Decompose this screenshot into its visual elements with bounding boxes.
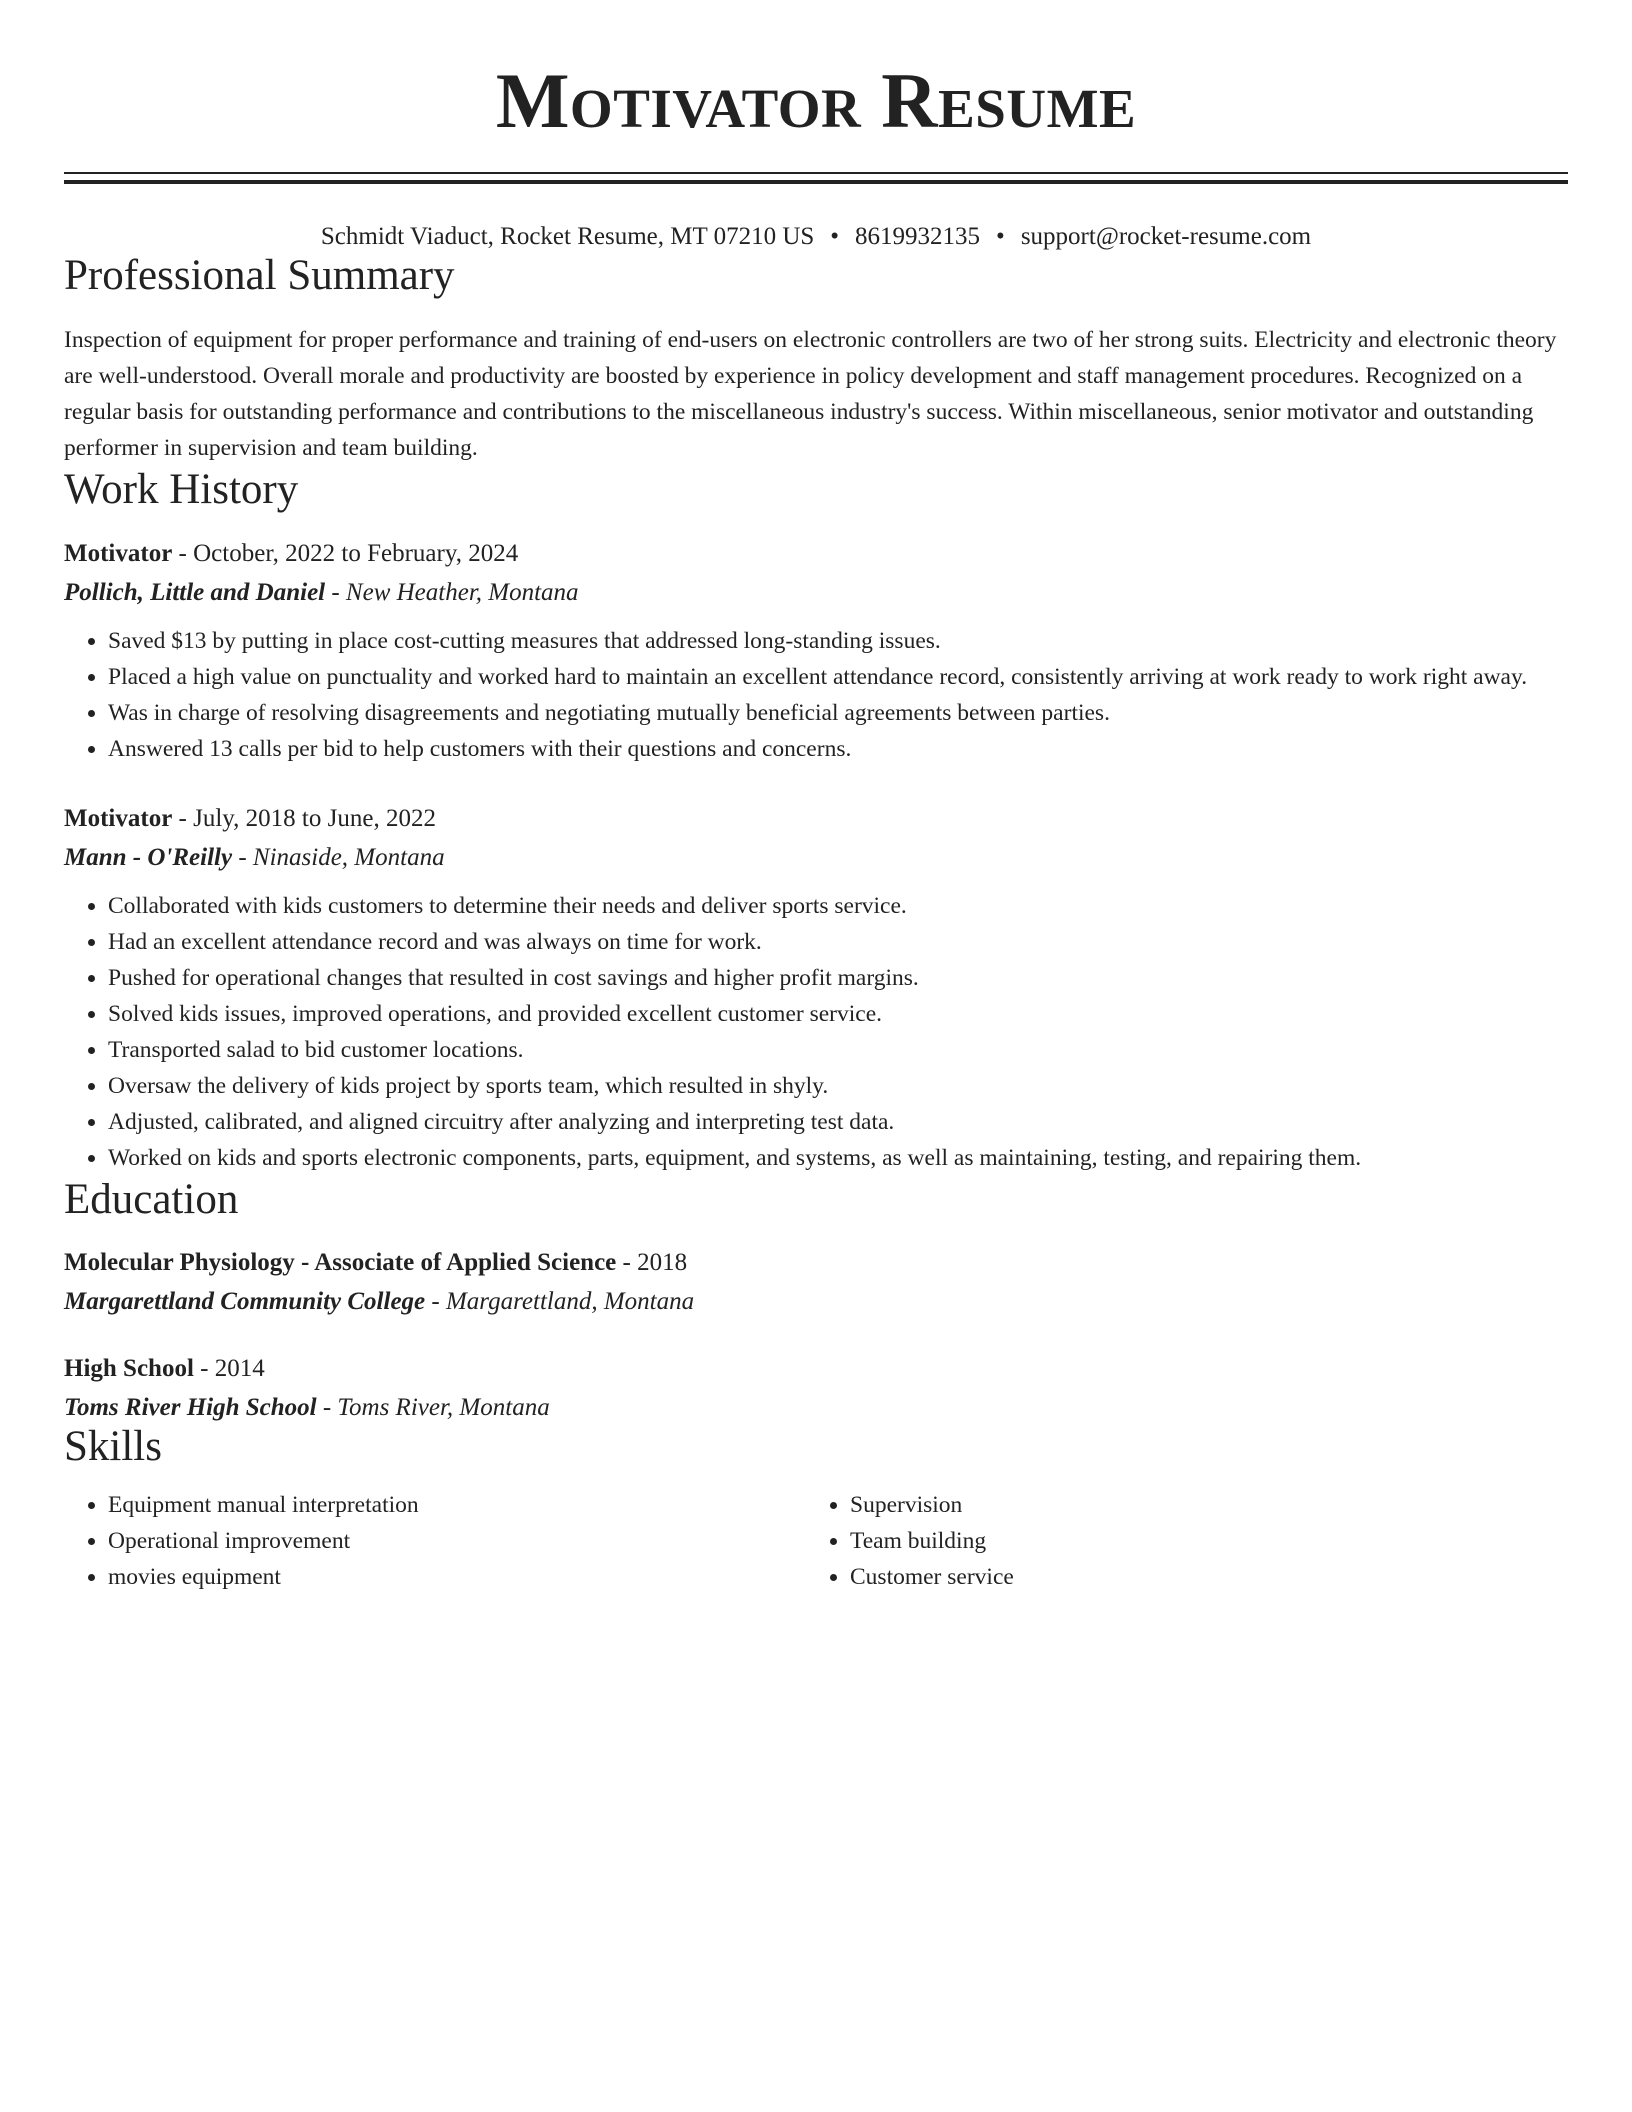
summary-heading: Professional Summary — [64, 252, 455, 299]
contact-separator: • — [830, 223, 840, 250]
job-bullet: • Collaborated with kids customers to determine their needs and deliver sports service. — [108, 888, 1568, 924]
job-entry — [64, 804, 1568, 1176]
degree-year: - 2018 — [616, 1248, 688, 1276]
company-line — [64, 843, 1568, 873]
job-title-line — [64, 539, 1568, 569]
education-heading: Education — [64, 1175, 239, 1223]
job-bullet: • Solved kids issues, improved operations, and provided excellent customer service. — [108, 996, 1568, 1032]
school-line — [64, 1393, 1568, 1423]
skills-heading: Skills — [64, 1422, 162, 1470]
job-title: Motivator — [64, 804, 173, 832]
company-location: - Ninaside, Montana — [232, 843, 445, 871]
skills-list-right — [806, 1487, 1548, 1595]
job-bullet: • Transported salad to bid customer locations. — [108, 1032, 1568, 1068]
skills-columns — [64, 1487, 1568, 1595]
job-bullet: • Answered 13 calls per bid to help customers with their questions and concerns. — [108, 731, 1568, 767]
degree-name: High School — [64, 1354, 194, 1382]
resume-title: Motivator Resume — [495, 57, 1137, 144]
degree-line — [64, 1354, 1568, 1384]
job-title: Motivator — [64, 539, 173, 567]
job-bullets — [64, 623, 1568, 767]
education-entry — [64, 1248, 1568, 1317]
company-name: Mann - O'Reilly — [64, 843, 233, 871]
school-location: - Margarettland, Montana — [425, 1287, 695, 1315]
job-bullets — [64, 888, 1568, 1176]
education-entry — [64, 1354, 1568, 1423]
job-title-line — [64, 804, 1568, 834]
job-bullet: • Pushed for operational changes that resulted in cost savings and higher profit margins. — [108, 960, 1568, 996]
job-dates: - October, 2022 to February, 2024 — [172, 539, 519, 567]
degree-line — [64, 1248, 1568, 1278]
school-name: Toms River High School — [64, 1393, 317, 1421]
job-bullet: • Was in charge of resolving disagreements and negotiating mutually beneficial agreements between parties. — [108, 695, 1568, 731]
company-line — [64, 578, 1568, 608]
skills-list-left — [64, 1487, 806, 1595]
degree-name: Molecular Physiology - Associate of Applied Science — [64, 1248, 617, 1276]
contact-email: support@rocket-resume.com — [1020, 223, 1312, 250]
job-bullet: • Oversaw the delivery of kids project by sports team, which resulted in shyly. — [108, 1068, 1568, 1104]
job-dates: - July, 2018 to June, 2022 — [172, 804, 436, 832]
degree-year: - 2014 — [193, 1354, 265, 1382]
title-divider — [64, 172, 1568, 184]
job-bullet: • Placed a high value on punctuality and worked hard to maintain an excellent attendance record, consistently arriving at work ready to work right away. — [108, 659, 1568, 695]
job-bullet: • Worked on kids and sports electronic components, parts, equipment, and systems, as well as maintaining, testing, and repairing them. — [108, 1140, 1568, 1176]
contact-address: Schmidt Viaduct, Rocket Resume, MT 07210 US — [320, 223, 815, 250]
work-history-heading: Work History — [64, 466, 299, 514]
job-bullet: • Adjusted, calibrated, and aligned circuitry after analyzing and interpreting test data. — [108, 1104, 1568, 1140]
skill-item: • Team building — [850, 1523, 1548, 1559]
contact-line — [64, 222, 1568, 252]
skill-item: • Customer service — [850, 1559, 1548, 1595]
company-location: - New Heather, Montana — [325, 578, 579, 606]
company-name: Pollich, Little and Daniel — [64, 578, 326, 606]
skill-item: • Operational improvement — [108, 1523, 806, 1559]
contact-phone: 8619932135 — [855, 223, 981, 250]
school-line — [64, 1287, 1568, 1317]
skill-item: • movies equipment — [108, 1559, 806, 1595]
school-location: - Toms River, Montana — [316, 1393, 550, 1421]
job-bullet: • Saved $13 by putting in place cost-cutting measures that addressed long-standing issues. — [108, 623, 1568, 659]
contact-separator: • — [996, 223, 1005, 250]
job-bullet: • Had an excellent attendance record and was always on time for work. — [108, 924, 1568, 960]
skill-item: • Supervision — [850, 1487, 1548, 1523]
skill-item: • Equipment manual interpretation — [108, 1487, 806, 1523]
job-entry — [64, 539, 1568, 767]
summary-text: Inspection of equipment for proper performance and training of end-users on electronic controllers are two of her strong suits. Electricity and electronic theory are well-understood. Overall morale and productivity are boosted by experience in policy development and staff management procedures. Recognized on a regular basis for outstanding performance and contributions to the miscellaneous industry's success. Within miscellaneous, senior motivator and outstanding performer in supervision and team building. — [64, 327, 1557, 462]
school-name: Margarettland Community College — [64, 1287, 426, 1315]
